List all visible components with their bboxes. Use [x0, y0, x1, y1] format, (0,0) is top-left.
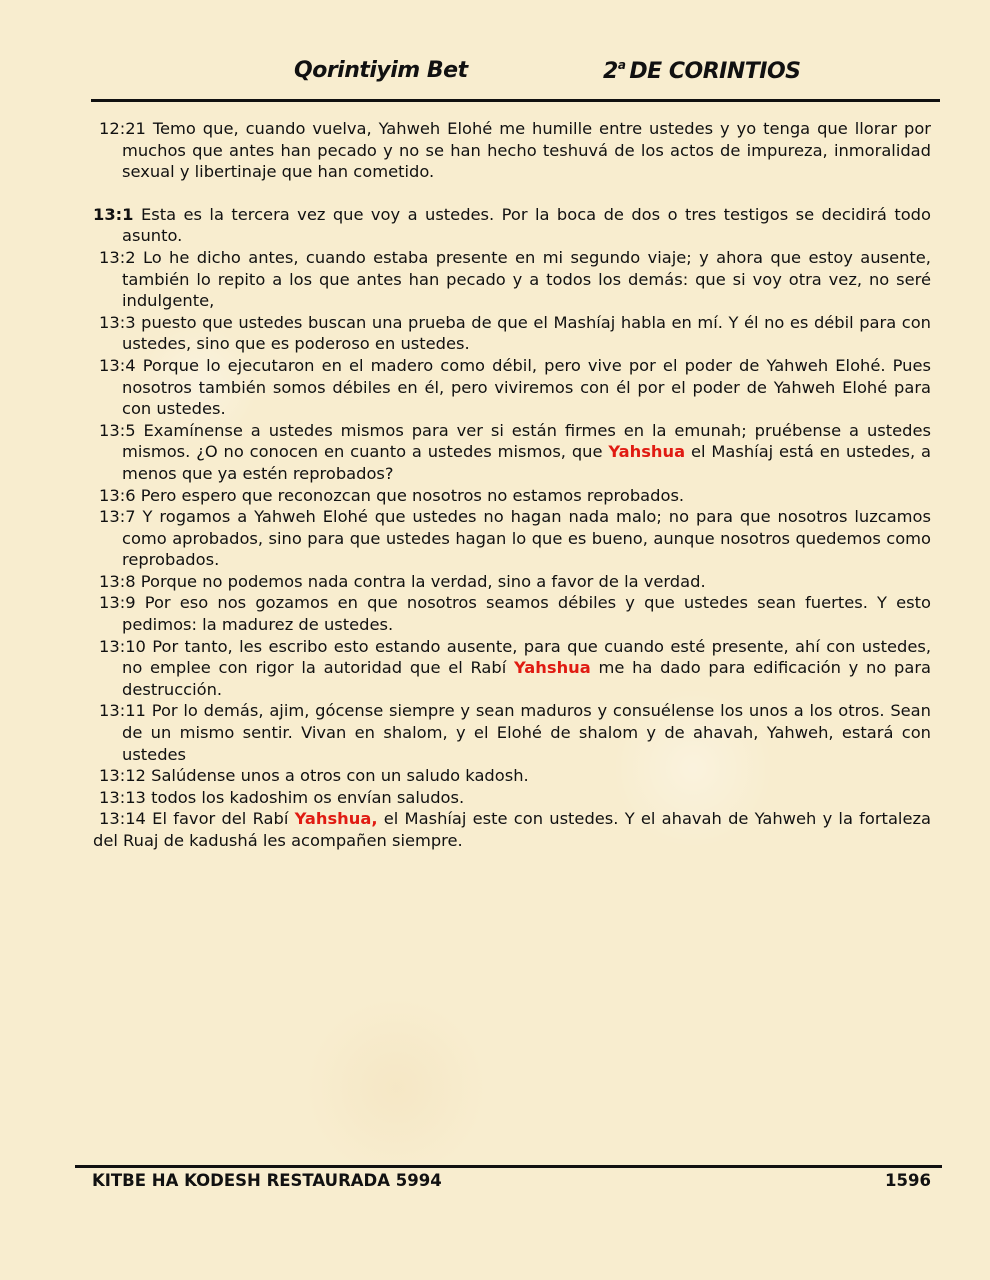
verse-ref: 13:11 [99, 701, 146, 721]
verse-ref: 13:10 [99, 636, 146, 656]
book-title-spanish [603, 58, 801, 84]
verse-text: Y rogamos a Yahweh Elohé que ustedes no hagan nada malo; no para que nosotros luzcamos como aprobados, sino para que ustedes hagan lo que es bueno, aunque nosotros quedemos como reprobados. [122, 507, 931, 570]
verse-ref: 13:2 [99, 247, 136, 267]
verse-text: Pero espero que reconozcan que nosotros no estamos reprobados. [140, 485, 685, 505]
verse-13-7 [93, 506, 931, 571]
footer-rule [75, 1165, 942, 1168]
verse-ref: 13:5 [99, 420, 136, 440]
verse-text: Lo he dicho antes, cuando estaba presente en mi segundo viaje; y ahora que estoy ausente, también lo repito a los que antes han pecado y a todos los demás: que si voy otra vez, no seré indulgente, [122, 247, 931, 311]
highlighted-name: Yahshua, [294, 809, 378, 829]
book-ordinal: 2 [603, 59, 618, 84]
verse-text: Esta es la tercera vez que voy a ustedes. Por la boca de dos o tres testigos se decidirá todo asunto. [122, 204, 931, 246]
verse-13-11 [93, 700, 931, 765]
verse-text: Salúdense unos a otros con un saludo kadosh. [151, 766, 529, 786]
book-ordinal-sup: a [617, 58, 626, 72]
verse-ref: 13:12 [99, 766, 146, 786]
verse-13-6 [93, 485, 931, 507]
page-header [0, 58, 990, 90]
verse-ref: 13:4 [99, 355, 136, 375]
verse-ref: 13:13 [99, 787, 146, 807]
verse-text: me ha dado para edificación y no para destrucción. [122, 658, 931, 699]
verse-13-8 [93, 571, 931, 593]
verse-text: el Mashíaj este con ustedes. Y el ahavah de Yahweh y la fortaleza del Ruaj de kadushá les acompañen siempre. [93, 809, 931, 850]
scripture-text [93, 118, 931, 852]
chapter-start-ref: 13:1 [93, 204, 134, 224]
verse-ref: 13:8 [99, 571, 136, 591]
verse-13-12 [93, 765, 931, 787]
verse-text: Porque lo ejecutaron en el madero como débil, pero vive por el poder de Yahweh Elohé. Pues nosotros también somos débiles en él, pero viviremos con él por el poder de Yahweh Elohé para con ustedes. [122, 355, 931, 419]
verse-13-10 [93, 636, 931, 701]
verse-text: El favor del Rabí [152, 809, 289, 829]
verse-13-13 [93, 787, 931, 809]
book-name-spanish: DE CORINTIOS [629, 59, 801, 84]
verse-13-1 [93, 204, 931, 247]
verse-13-5 [93, 420, 931, 485]
verse-text: Porque no podemos nada contra la verdad, sino a favor de la verdad. [140, 571, 706, 591]
verse-13-3 [93, 312, 931, 355]
verse-ref: 13:14 [99, 809, 146, 829]
verse-text: todos los kadoshim os envían saludos. [151, 787, 465, 807]
verse-13-4 [93, 355, 931, 420]
page-number: 1596 [885, 1171, 931, 1190]
verse-text: Por tanto, les escribo esto estando ausente, para que cuando esté presente, ahí con ustedes, no emplee con rigor la autoridad que el Rabí [122, 636, 931, 678]
verse-text: el Mashíaj está en ustedes, a menos que ya estén reprobados? [122, 442, 931, 483]
verse-ref: 13:9 [99, 593, 136, 613]
verse-ref: 13:3 [99, 312, 136, 332]
highlighted-name: Yahshua [514, 658, 591, 678]
verse-text: Por lo demás, ajim, gócense siempre y sean maduros y consuélense los unos a los otros. Sean de un mismo sentir. Vivan en shalom, y el Elohé de shalom y de ahavah, Yahweh, estará con ustedes [122, 701, 931, 764]
verse-13-9 [93, 592, 931, 635]
verse-text: Examínense a ustedes mismos para ver si están firmes en la emunah; pruébense a ustedes mismos. ¿O no conocen en cuanto a ustedes mismos, que [122, 420, 931, 462]
verse-text: puesto que ustedes buscan una prueba de que el Mashíaj habla en mí. Y él no es débil para con ustedes, sino que es poderoso en ustedes. [122, 312, 931, 354]
verse-13-14 [93, 808, 931, 851]
verse-ref: 13:7 [99, 507, 136, 527]
header-rule [91, 99, 940, 102]
verse-text: Temo que, cuando vuelva, Yahweh Elohé me humille entre ustedes y yo tenga que llorar por muchos que antes han pecado y no se han hecho teshuvá de los actos de impureza, inmoralidad sexual y libertinaje que han cometido. [122, 119, 931, 182]
verse-ref: 13:6 [99, 485, 136, 505]
book-title-hebrew: Qorintiyim Bet [294, 58, 468, 83]
highlighted-name: Yahshua [608, 442, 686, 462]
footer-title: KITBE HA KODESH RESTAURADA 5994 [92, 1171, 442, 1190]
verse-13-2 [93, 247, 931, 312]
verse-12-21 [93, 118, 931, 183]
verse-text: Por eso nos gozamos en que nosotros seamos débiles y que ustedes sean fuertes. Y esto pedimos: la madurez de ustedes. [122, 593, 931, 635]
verse-ref: 12:21 [99, 119, 146, 138]
